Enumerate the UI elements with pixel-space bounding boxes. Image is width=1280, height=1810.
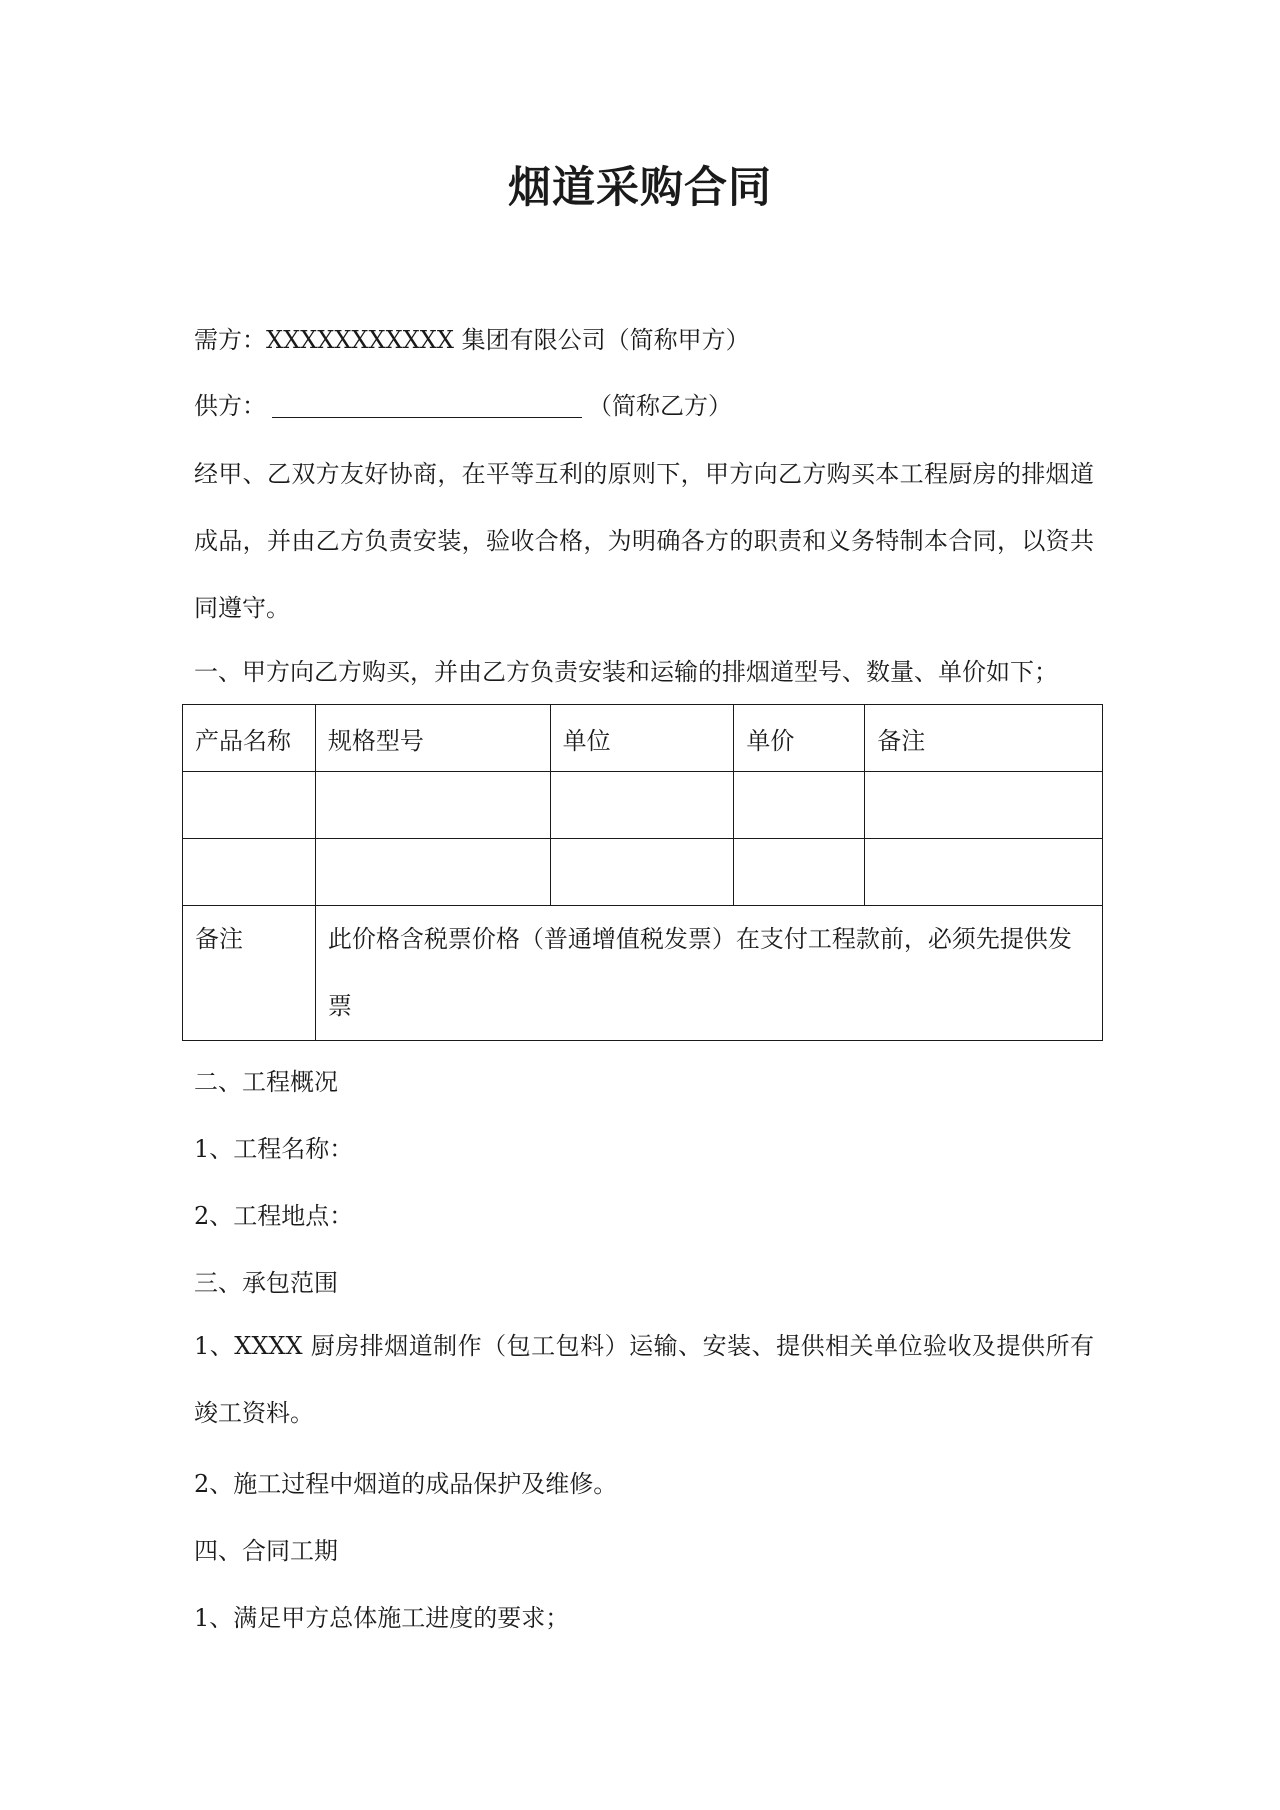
table-cell[interactable] (315, 772, 550, 839)
intro-paragraph: 经甲、乙双方友好协商，在平等互利的原则下，甲方向乙方购买本工程厨房的排烟道成品，并由乙方负责安装，验收合格，为明确各方的职责和义务特制本合同，以资共同遵守。 (194, 460, 1094, 622)
header-unit-price: 单价 (734, 705, 865, 772)
section4-heading: 四、合同工期 (194, 1537, 338, 1565)
note-label-cell: 备注 (183, 906, 316, 1041)
schedule-item-1: 1、满足甲方总体施工进度的要求； (194, 1604, 570, 1632)
buyer-label: 需方： (194, 326, 266, 354)
scope-item-1: 1、XXXX 厨房排烟道制作（包工包料）运输、安装、提供相关单位验收及提供所有竣工资料。 (194, 1332, 1094, 1427)
header-spec-model: 规格型号 (315, 705, 550, 772)
header-product-name: 产品名称 (183, 705, 316, 772)
note-text-cell: 此价格含税票价格（普通增值税发票）在支付工程款前，必须先提供发票 (315, 906, 1102, 1041)
header-remarks: 备注 (865, 705, 1103, 772)
scope-item-2: 2、施工过程中烟道的成品保护及维修。 (194, 1470, 618, 1498)
table-row (183, 772, 1103, 839)
table-cell[interactable] (183, 839, 316, 906)
table-cell[interactable] (865, 772, 1103, 839)
table-cell[interactable] (183, 772, 316, 839)
supplier-label: 供方： (194, 392, 266, 420)
product-spec-table (182, 704, 1103, 1041)
table-cell[interactable] (550, 772, 734, 839)
section3-heading: 三、承包范围 (194, 1269, 338, 1297)
supplier-blank-field[interactable] (272, 389, 582, 418)
supplier-suffix: （简称乙方） (588, 392, 732, 420)
section1-heading: 一、甲方向乙方购买，并由乙方负责安装和运输的排烟道型号、数量、单价如下； (194, 658, 1058, 686)
buyer-value: XXXXXXXXXXX 集团有限公司（简称甲方） (266, 326, 750, 354)
table-row (183, 839, 1103, 906)
table-cell[interactable] (734, 772, 865, 839)
table-cell[interactable] (315, 839, 550, 906)
table-cell[interactable] (865, 839, 1103, 906)
buyer-line (194, 320, 1094, 360)
header-unit: 单位 (550, 705, 734, 772)
supplier-line (194, 386, 1094, 426)
section2-heading: 二、工程概况 (194, 1068, 338, 1096)
project-name-line: 1、工程名称： (194, 1135, 354, 1163)
document-title: 烟道采购合同 (508, 163, 772, 213)
table-cell[interactable] (550, 839, 734, 906)
table-cell[interactable] (734, 839, 865, 906)
table-header-row (183, 705, 1103, 772)
table-note-row (183, 906, 1103, 1041)
project-location-line: 2、工程地点： (194, 1202, 354, 1230)
